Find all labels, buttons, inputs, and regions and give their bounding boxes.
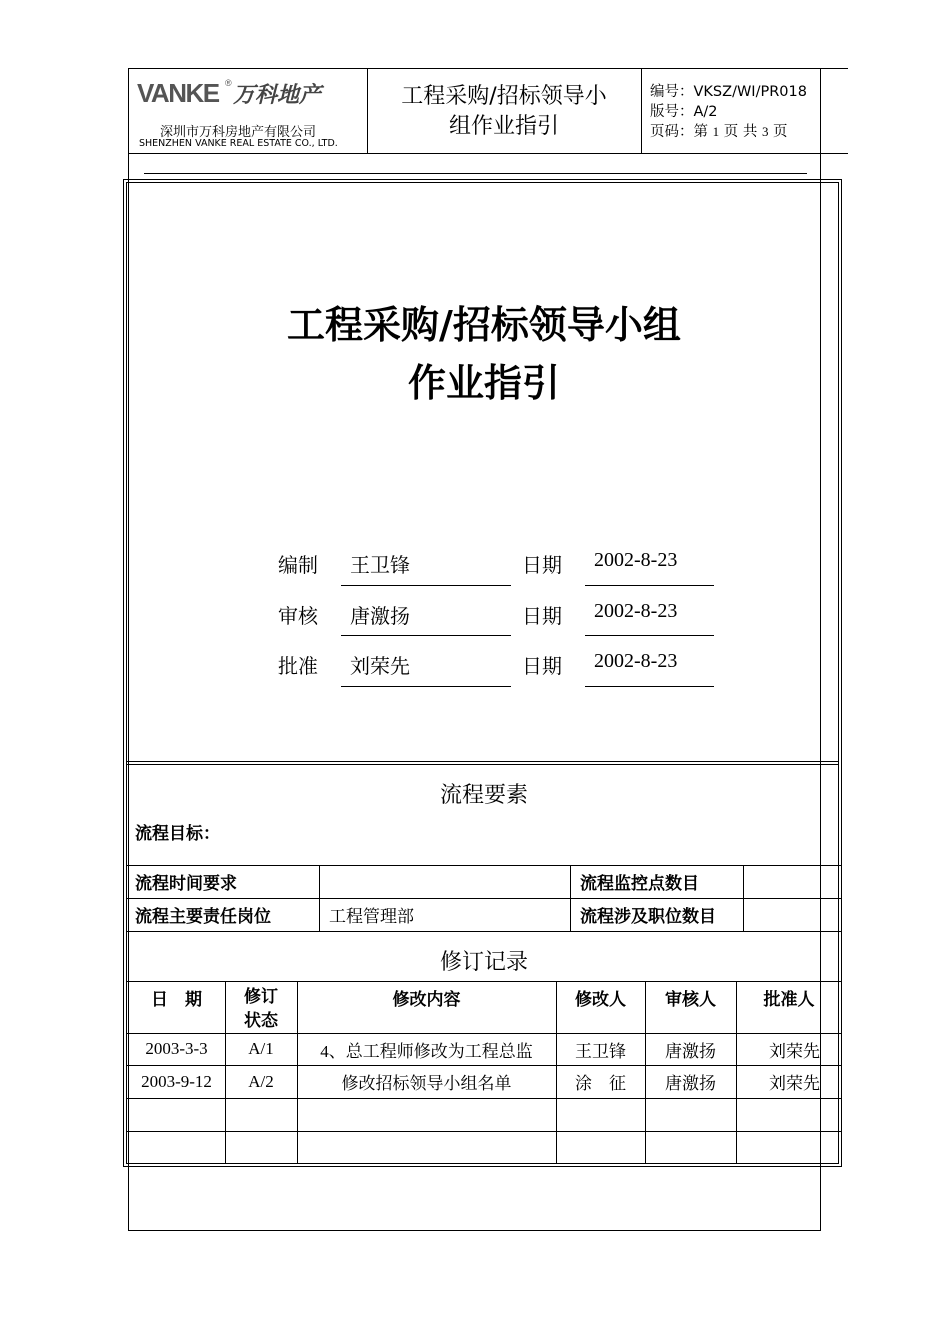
rev-approver: 刘荣先 [769, 1074, 820, 1093]
doc-version [650, 102, 807, 122]
logo-latin-text: VANKE [137, 78, 219, 108]
rev-content [297, 1098, 556, 1131]
signoff-name: 王卫锋 [350, 555, 410, 577]
rev-content: 4、总工程师修改为工程总监 [320, 1041, 533, 1061]
rev-date [128, 1131, 225, 1164]
header-doc-title [367, 82, 641, 142]
process-owner-label: 流程主要责任岗位 [135, 907, 271, 927]
rev-editor: 涂 征 [575, 1074, 626, 1093]
col-header-date: 日 期 [151, 989, 202, 1010]
rev-date [128, 1098, 225, 1131]
logo-cn-text: 万科地产 [233, 83, 322, 108]
col-header-reviewer: 审核人 [665, 989, 716, 1010]
rev-status: A/2 [248, 1071, 274, 1091]
rev-editor: 王卫锋 [575, 1041, 626, 1061]
rev-reviewer: 唐激扬 [665, 1041, 716, 1061]
process-positions-label: 流程涉及职位数目 [580, 907, 716, 927]
doc-page-label: 页码： [650, 124, 694, 140]
vanke-logo [137, 78, 357, 108]
process-goal-label: 流程目标： [135, 824, 220, 844]
signoff-date: 2002-8-23 [594, 650, 678, 672]
cover-title-line2: 作业指引 [407, 361, 560, 405]
signoff-date: 2002-8-23 [594, 549, 678, 571]
signoff-role: 编制 [278, 553, 318, 577]
signoff-date-label: 日期 [522, 654, 562, 678]
rev-content: 修改招标领导小组名单 [341, 1074, 512, 1093]
signoff-name: 刘荣先 [350, 656, 410, 678]
doc-page-current: 1 [712, 124, 720, 139]
rev-date: 2003-3-3 [145, 1039, 208, 1058]
company-name-cn: 深圳市万科房地产有限公司 [160, 125, 317, 140]
process-monitor-label: 流程监控点数目 [580, 874, 699, 894]
signoff-date-label: 日期 [522, 553, 562, 577]
col-header-status-line2: 状态 [244, 1011, 278, 1031]
signoff-role: 审核 [278, 604, 318, 628]
col-header-status [225, 985, 297, 1033]
company-name-en: SHENZHEN VANKE REAL ESTATE CO., LTD. [139, 138, 338, 149]
col-header-approver: 批准人 [763, 989, 815, 1010]
doc-code-label: 编号： [650, 84, 694, 100]
process-owner-value: 工程管理部 [329, 907, 414, 926]
signoff-date-label: 日期 [522, 604, 562, 628]
col-header-content: 修改内容 [392, 989, 461, 1010]
vanke-logo-graphic [137, 78, 357, 108]
col-header-status-line1: 修订 [244, 987, 278, 1007]
cover-title [128, 296, 840, 412]
rev-content [297, 1131, 556, 1164]
process-time-label: 流程时间要求 [135, 874, 237, 894]
cover-title-line1: 工程采购/招标领导小组 [287, 303, 681, 347]
doc-page-text: 第 [693, 124, 708, 140]
doc-code [650, 82, 807, 102]
doc-page-end: 页 [773, 124, 788, 140]
header-title-line2: 组作业指引 [448, 114, 559, 139]
doc-meta [650, 82, 807, 142]
header-title-line1: 工程采购/招标领导小 [401, 84, 607, 109]
svg-text:®: ® [225, 78, 232, 88]
rev-date: 2003-9-12 [141, 1071, 212, 1091]
doc-page-total: 3 [761, 124, 769, 139]
signoff-role: 批准 [278, 654, 318, 678]
doc-page [650, 122, 807, 142]
process-heading: 流程要素 [439, 783, 528, 808]
rev-approver: 刘荣先 [769, 1041, 820, 1061]
doc-page-mid: 页 共 [723, 124, 758, 140]
doc-code-value: VKSZ/WI/PR018 [693, 84, 807, 100]
doc-version-label: 版号： [650, 104, 694, 120]
signoff-date: 2002-8-23 [594, 600, 678, 622]
revision-heading: 修订记录 [439, 950, 528, 975]
rev-status: A/1 [248, 1039, 274, 1058]
signoff-name: 唐激扬 [350, 606, 410, 628]
col-header-editor: 修改人 [575, 989, 626, 1010]
rev-reviewer: 唐激扬 [665, 1074, 716, 1093]
doc-version-value: A/2 [693, 104, 718, 120]
